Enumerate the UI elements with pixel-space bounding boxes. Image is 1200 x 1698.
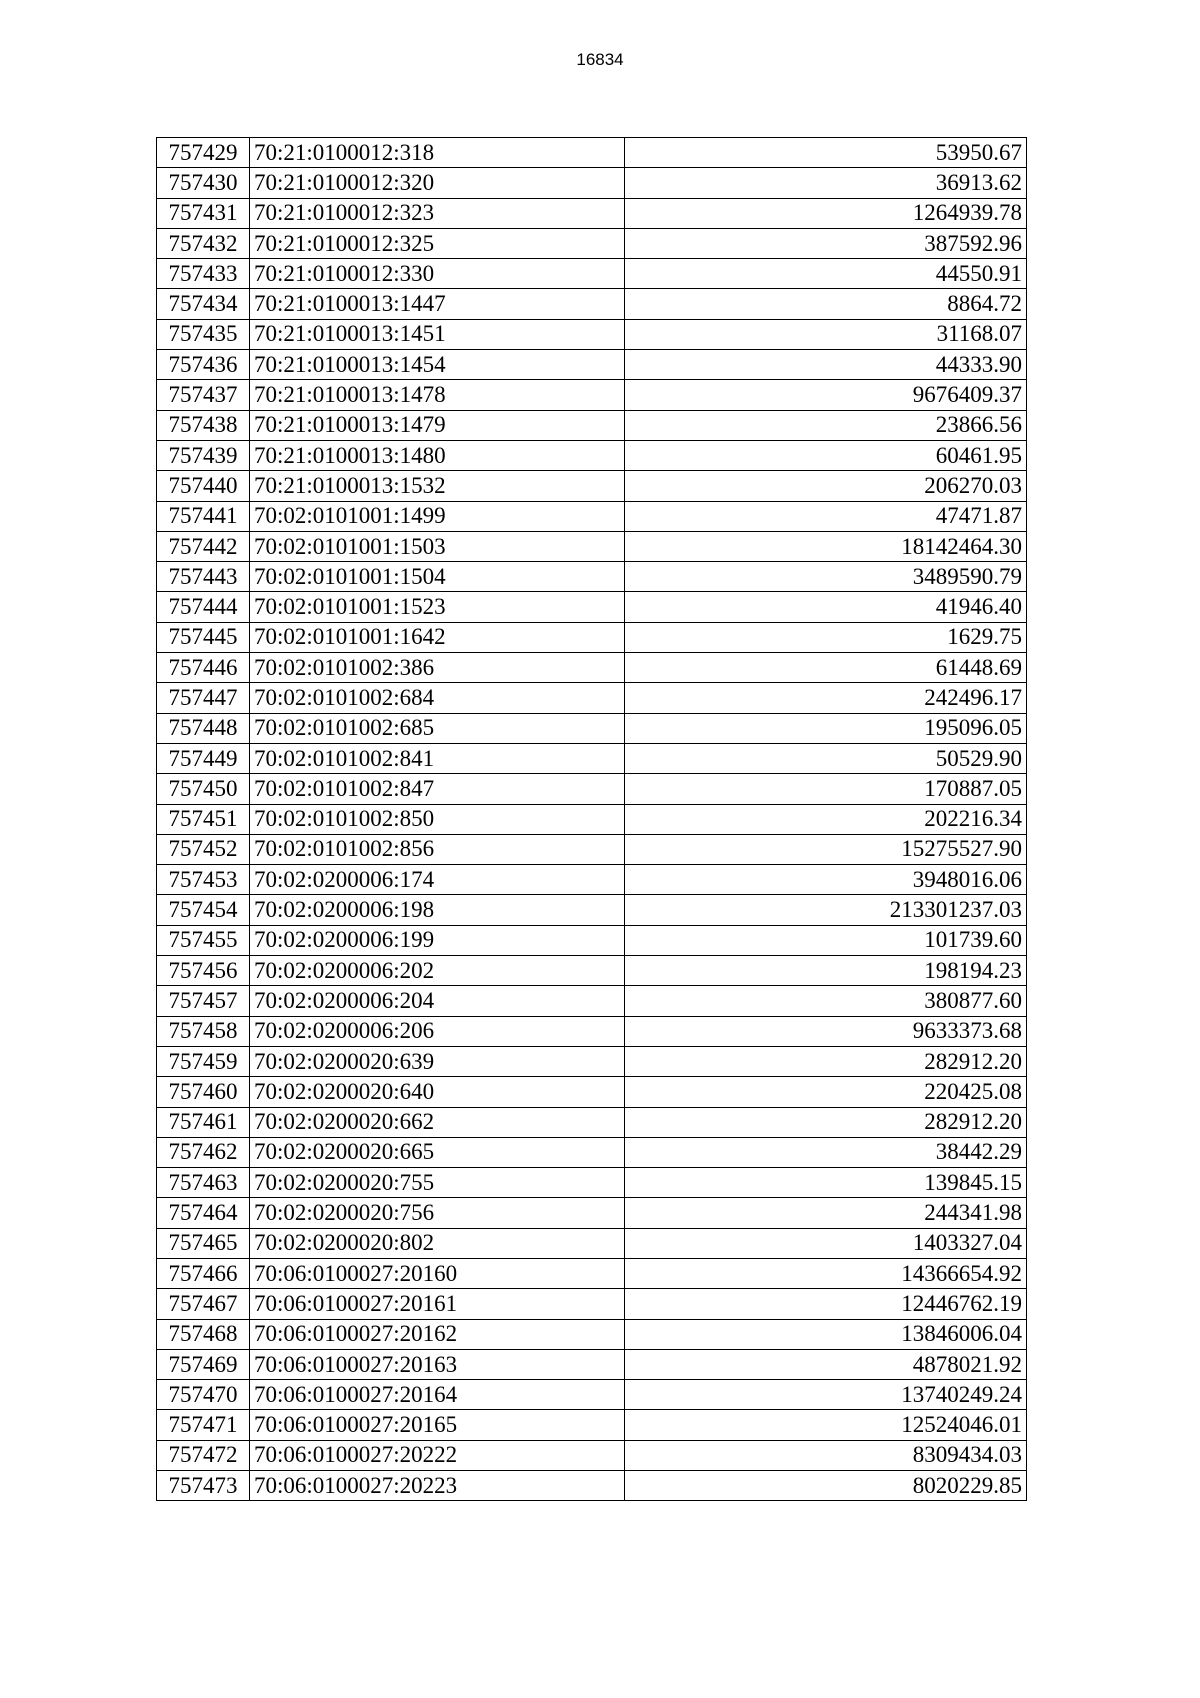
row-number-cell: 757468: [157, 1319, 250, 1349]
value-cell: 9633373.68: [625, 1016, 1027, 1046]
table-row: [157, 1471, 1027, 1501]
value-cell: 139845.15: [625, 1168, 1027, 1198]
value-cell: 220425.08: [625, 1077, 1027, 1107]
cadastral-number-cell: 70:06:0100027:20222: [250, 1440, 625, 1470]
row-number-cell: 757464: [157, 1198, 250, 1228]
value-cell: 13846006.04: [625, 1319, 1027, 1349]
row-number-cell: 757451: [157, 804, 250, 834]
row-number-cell: 757429: [157, 138, 250, 168]
cadastral-number-cell: 70:21:0100013:1447: [250, 289, 625, 319]
cadastral-number-cell: 70:02:0101002:684: [250, 683, 625, 713]
cadastral-number-cell: 70:21:0100013:1451: [250, 319, 625, 349]
row-number-cell: 757440: [157, 471, 250, 501]
cadastral-number-cell: 70:21:0100013:1478: [250, 380, 625, 410]
cadastral-number-cell: 70:06:0100027:20223: [250, 1471, 625, 1501]
value-cell: 1264939.78: [625, 198, 1027, 228]
row-number-cell: 757457: [157, 986, 250, 1016]
table-row: [157, 228, 1027, 258]
table-row: [157, 1198, 1027, 1228]
cadastral-number-cell: 70:02:0101001:1523: [250, 592, 625, 622]
cadastral-number-cell: 70:21:0100013:1532: [250, 471, 625, 501]
cadastral-number-cell: 70:02:0200006:204: [250, 986, 625, 1016]
row-number-cell: 757459: [157, 1046, 250, 1076]
row-number-cell: 757472: [157, 1440, 250, 1470]
row-number-cell: 757444: [157, 592, 250, 622]
row-number-cell: 757437: [157, 380, 250, 410]
cadastral-number-cell: 70:02:0200006:202: [250, 956, 625, 986]
cadastral-number-cell: 70:21:0100012:318: [250, 138, 625, 168]
table-row: [157, 138, 1027, 168]
value-cell: 3948016.06: [625, 865, 1027, 895]
table-row: [157, 350, 1027, 380]
row-number-cell: 757462: [157, 1137, 250, 1167]
table-row: [157, 1168, 1027, 1198]
table-row: [157, 834, 1027, 864]
value-cell: 38442.29: [625, 1137, 1027, 1167]
row-number-cell: 757434: [157, 289, 250, 319]
cadastral-number-cell: 70:02:0200020:662: [250, 1107, 625, 1137]
row-number-cell: 757458: [157, 1016, 250, 1046]
row-number-cell: 757430: [157, 168, 250, 198]
value-cell: 12446762.19: [625, 1289, 1027, 1319]
table-row: [157, 1440, 1027, 1470]
value-cell: 387592.96: [625, 228, 1027, 258]
cadastral-number-cell: 70:21:0100012:330: [250, 259, 625, 289]
cadastral-number-cell: 70:02:0101002:685: [250, 713, 625, 743]
table-row: [157, 1016, 1027, 1046]
cadastral-number-cell: 70:21:0100012:323: [250, 198, 625, 228]
row-number-cell: 757470: [157, 1380, 250, 1410]
value-cell: 36913.62: [625, 168, 1027, 198]
row-number-cell: 757467: [157, 1289, 250, 1319]
row-number-cell: 757452: [157, 834, 250, 864]
row-number-cell: 757435: [157, 319, 250, 349]
table-row: [157, 198, 1027, 228]
value-cell: 44333.90: [625, 350, 1027, 380]
row-number-cell: 757454: [157, 895, 250, 925]
table-row: [157, 895, 1027, 925]
table-row: [157, 653, 1027, 683]
value-cell: 242496.17: [625, 683, 1027, 713]
table-row: [157, 1137, 1027, 1167]
cadastral-number-cell: 70:02:0101002:386: [250, 653, 625, 683]
cadastral-number-cell: 70:02:0200020:639: [250, 1046, 625, 1076]
value-cell: 202216.34: [625, 804, 1027, 834]
table-row: [157, 1289, 1027, 1319]
value-cell: 1629.75: [625, 622, 1027, 652]
cadastral-number-cell: 70:02:0101001:1642: [250, 622, 625, 652]
row-number-cell: 757446: [157, 653, 250, 683]
cadastral-number-cell: 70:21:0100013:1454: [250, 350, 625, 380]
row-number-cell: 757460: [157, 1077, 250, 1107]
table-row: [157, 743, 1027, 773]
table-row: [157, 956, 1027, 986]
table-row: [157, 259, 1027, 289]
value-cell: 195096.05: [625, 713, 1027, 743]
cadastral-number-cell: 70:02:0200020:755: [250, 1168, 625, 1198]
cadastral-number-cell: 70:21:0100012:320: [250, 168, 625, 198]
row-number-cell: 757469: [157, 1349, 250, 1379]
row-number-cell: 757455: [157, 925, 250, 955]
table-row: [157, 289, 1027, 319]
value-cell: 61448.69: [625, 653, 1027, 683]
value-cell: 8020229.85: [625, 1471, 1027, 1501]
value-cell: 1403327.04: [625, 1228, 1027, 1258]
table-row: [157, 774, 1027, 804]
cadastral-number-cell: 70:02:0101002:841: [250, 743, 625, 773]
cadastral-number-cell: 70:06:0100027:20161: [250, 1289, 625, 1319]
table-row: [157, 683, 1027, 713]
row-number-cell: 757436: [157, 350, 250, 380]
value-cell: 18142464.30: [625, 531, 1027, 561]
cadastral-value-table: [156, 137, 1027, 1501]
row-number-cell: 757438: [157, 410, 250, 440]
table-row: [157, 501, 1027, 531]
value-cell: 282912.20: [625, 1046, 1027, 1076]
value-cell: 8864.72: [625, 289, 1027, 319]
cadastral-number-cell: 70:02:0200006:174: [250, 865, 625, 895]
row-number-cell: 757447: [157, 683, 250, 713]
cadastral-number-cell: 70:02:0101002:847: [250, 774, 625, 804]
cadastral-number-cell: 70:06:0100027:20163: [250, 1349, 625, 1379]
row-number-cell: 757431: [157, 198, 250, 228]
cadastral-number-cell: 70:02:0200006:206: [250, 1016, 625, 1046]
value-cell: 282912.20: [625, 1107, 1027, 1137]
cadastral-number-cell: 70:21:0100012:325: [250, 228, 625, 258]
row-number-cell: 757439: [157, 440, 250, 470]
row-number-cell: 757456: [157, 956, 250, 986]
value-cell: 4878021.92: [625, 1349, 1027, 1379]
row-number-cell: 757445: [157, 622, 250, 652]
row-number-cell: 757471: [157, 1410, 250, 1440]
value-cell: 170887.05: [625, 774, 1027, 804]
value-cell: 380877.60: [625, 986, 1027, 1016]
row-number-cell: 757463: [157, 1168, 250, 1198]
cadastral-number-cell: 70:02:0200020:802: [250, 1228, 625, 1258]
value-cell: 44550.91: [625, 259, 1027, 289]
table-row: [157, 865, 1027, 895]
row-number-cell: 757432: [157, 228, 250, 258]
table-row: [157, 1258, 1027, 1288]
table-row: [157, 804, 1027, 834]
row-number-cell: 757449: [157, 743, 250, 773]
cadastral-number-cell: 70:02:0101001:1504: [250, 562, 625, 592]
value-cell: 244341.98: [625, 1198, 1027, 1228]
table-row: [157, 713, 1027, 743]
cadastral-number-cell: 70:21:0100013:1479: [250, 410, 625, 440]
value-cell: 198194.23: [625, 956, 1027, 986]
row-number-cell: 757465: [157, 1228, 250, 1258]
row-number-cell: 757441: [157, 501, 250, 531]
table-row: [157, 562, 1027, 592]
value-cell: 3489590.79: [625, 562, 1027, 592]
table-row: [157, 1349, 1027, 1379]
value-cell: 60461.95: [625, 440, 1027, 470]
table-row: [157, 592, 1027, 622]
table-row: [157, 319, 1027, 349]
cadastral-number-cell: 70:02:0200006:199: [250, 925, 625, 955]
table-row: [157, 1380, 1027, 1410]
table-row: [157, 410, 1027, 440]
table-body: [157, 138, 1027, 1501]
cadastral-number-cell: 70:06:0100027:20165: [250, 1410, 625, 1440]
value-cell: 8309434.03: [625, 1440, 1027, 1470]
table-row: [157, 986, 1027, 1016]
value-cell: 101739.60: [625, 925, 1027, 955]
table-row: [157, 1410, 1027, 1440]
table-row: [157, 622, 1027, 652]
cadastral-number-cell: 70:21:0100013:1480: [250, 440, 625, 470]
cadastral-number-cell: 70:06:0100027:20164: [250, 1380, 625, 1410]
row-number-cell: 757461: [157, 1107, 250, 1137]
table-row: [157, 1046, 1027, 1076]
cadastral-number-cell: 70:02:0101001:1499: [250, 501, 625, 531]
table-row: [157, 925, 1027, 955]
value-cell: 47471.87: [625, 501, 1027, 531]
row-number-cell: 757442: [157, 531, 250, 561]
row-number-cell: 757443: [157, 562, 250, 592]
value-cell: 15275527.90: [625, 834, 1027, 864]
cadastral-number-cell: 70:02:0200020:640: [250, 1077, 625, 1107]
table-row: [157, 168, 1027, 198]
row-number-cell: 757473: [157, 1471, 250, 1501]
cadastral-number-cell: 70:02:0200006:198: [250, 895, 625, 925]
cadastral-number-cell: 70:02:0200020:665: [250, 1137, 625, 1167]
value-cell: 31168.07: [625, 319, 1027, 349]
value-cell: 14366654.92: [625, 1258, 1027, 1288]
cadastral-number-cell: 70:02:0200020:756: [250, 1198, 625, 1228]
page-number: 16834: [576, 50, 624, 69]
value-cell: 23866.56: [625, 410, 1027, 440]
table-row: [157, 1077, 1027, 1107]
value-cell: 53950.67: [625, 138, 1027, 168]
value-cell: 206270.03: [625, 471, 1027, 501]
table-row: [157, 471, 1027, 501]
table-row: [157, 1319, 1027, 1349]
table-row: [157, 531, 1027, 561]
value-cell: 213301237.03: [625, 895, 1027, 925]
value-cell: 9676409.37: [625, 380, 1027, 410]
cadastral-number-cell: 70:06:0100027:20160: [250, 1258, 625, 1288]
cadastral-number-cell: 70:02:0101002:850: [250, 804, 625, 834]
table-row: [157, 1107, 1027, 1137]
cadastral-number-cell: 70:06:0100027:20162: [250, 1319, 625, 1349]
cadastral-number-cell: 70:02:0101001:1503: [250, 531, 625, 561]
row-number-cell: 757466: [157, 1258, 250, 1288]
value-cell: 13740249.24: [625, 1380, 1027, 1410]
value-cell: 50529.90: [625, 743, 1027, 773]
table-row: [157, 1228, 1027, 1258]
row-number-cell: 757448: [157, 713, 250, 743]
row-number-cell: 757453: [157, 865, 250, 895]
value-cell: 41946.40: [625, 592, 1027, 622]
table-row: [157, 380, 1027, 410]
row-number-cell: 757450: [157, 774, 250, 804]
value-cell: 12524046.01: [625, 1410, 1027, 1440]
table-row: [157, 440, 1027, 470]
cadastral-number-cell: 70:02:0101002:856: [250, 834, 625, 864]
row-number-cell: 757433: [157, 259, 250, 289]
